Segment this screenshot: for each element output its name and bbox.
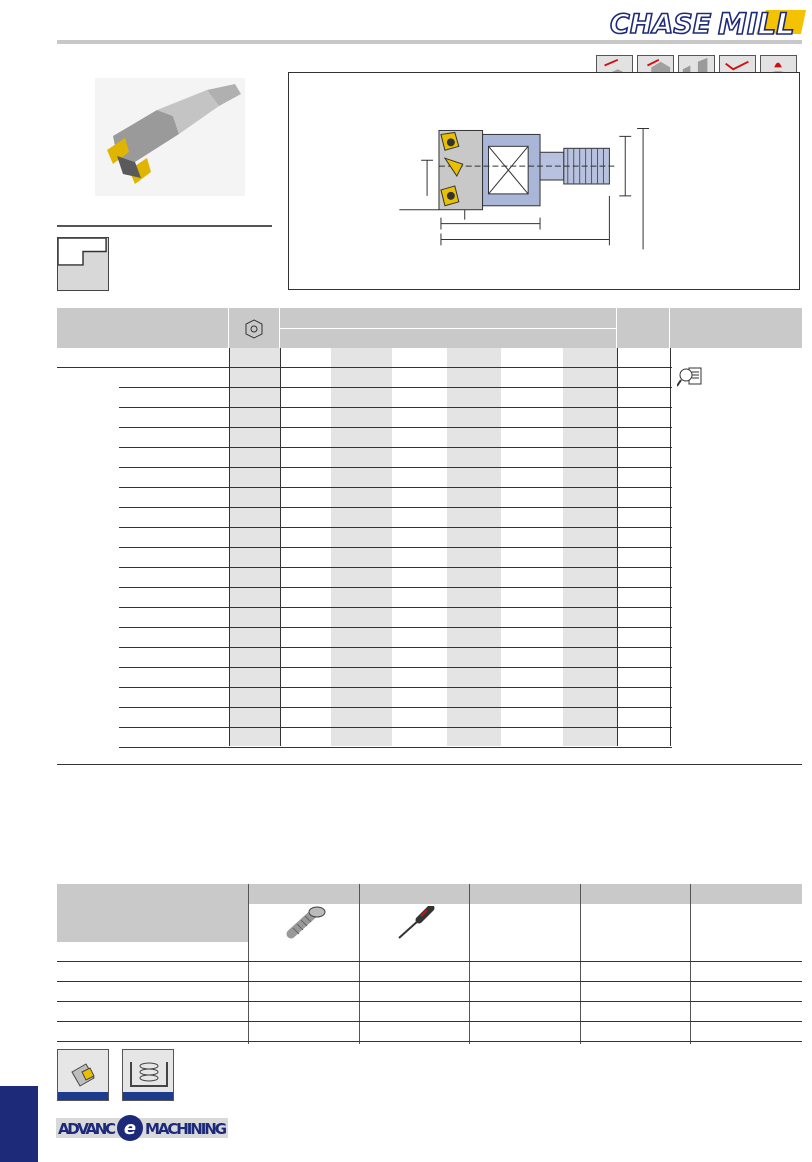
header-weight xyxy=(617,308,670,348)
accessories-row xyxy=(57,982,802,1002)
header-insert-count xyxy=(229,308,280,348)
screwdriver-icon xyxy=(395,906,439,940)
accessories-designation-header xyxy=(57,884,248,942)
table-row xyxy=(57,608,802,628)
header-designation xyxy=(57,308,229,348)
header-sub-divider xyxy=(280,328,617,329)
table-row xyxy=(57,568,802,588)
chasemill-logo xyxy=(606,4,806,40)
photo-divider xyxy=(57,225,272,227)
logo-e: e xyxy=(123,1118,137,1139)
table-row xyxy=(57,628,802,648)
insert-count-icon xyxy=(243,318,265,340)
table-row xyxy=(57,548,802,568)
main-table-header xyxy=(57,308,802,348)
helical-milling-icon xyxy=(122,1049,174,1101)
icon-band xyxy=(123,1092,173,1100)
table-row xyxy=(57,588,802,608)
table-row xyxy=(57,388,802,408)
accessories-row xyxy=(57,942,802,962)
logo-machining: MACHINING xyxy=(145,1120,227,1138)
header-inserts xyxy=(670,308,802,348)
table-row xyxy=(57,668,802,688)
table-row xyxy=(57,528,802,548)
shoulder-profile-icon xyxy=(57,237,109,291)
table-row xyxy=(57,648,802,668)
technical-drawing xyxy=(288,72,800,290)
accessories-row xyxy=(57,1002,802,1022)
accessories-row xyxy=(57,1022,802,1042)
table-row xyxy=(57,448,802,468)
icon-band xyxy=(58,1092,108,1100)
product-photo xyxy=(95,78,245,196)
table-row xyxy=(57,408,802,428)
accessories-row xyxy=(57,962,802,982)
helical-graphic xyxy=(129,1056,169,1090)
table-row xyxy=(57,728,802,748)
logo-text-chase: CHASE xyxy=(610,9,712,40)
table-row xyxy=(57,488,802,508)
advance-logo-graphic xyxy=(56,1114,228,1142)
table-row xyxy=(57,428,802,448)
insert-pocket-icon xyxy=(57,1049,109,1101)
table-row xyxy=(57,708,802,728)
screw-icon xyxy=(285,906,329,940)
header-rule xyxy=(57,40,802,44)
table-row xyxy=(57,508,802,528)
row-rule xyxy=(119,747,672,748)
table-row xyxy=(57,348,802,368)
magnifier-document-icon[interactable] xyxy=(677,366,703,388)
logo-text-mill: MILL xyxy=(718,7,795,40)
table-row xyxy=(57,468,802,488)
insert-pocket-graphic xyxy=(68,1058,98,1088)
logo-advanc: ADVANC xyxy=(58,1120,116,1138)
advance-machining-logo xyxy=(56,1114,228,1142)
side-section-tab xyxy=(0,1086,38,1162)
table-row xyxy=(57,688,802,708)
main-table-bottom-rule xyxy=(57,764,802,765)
